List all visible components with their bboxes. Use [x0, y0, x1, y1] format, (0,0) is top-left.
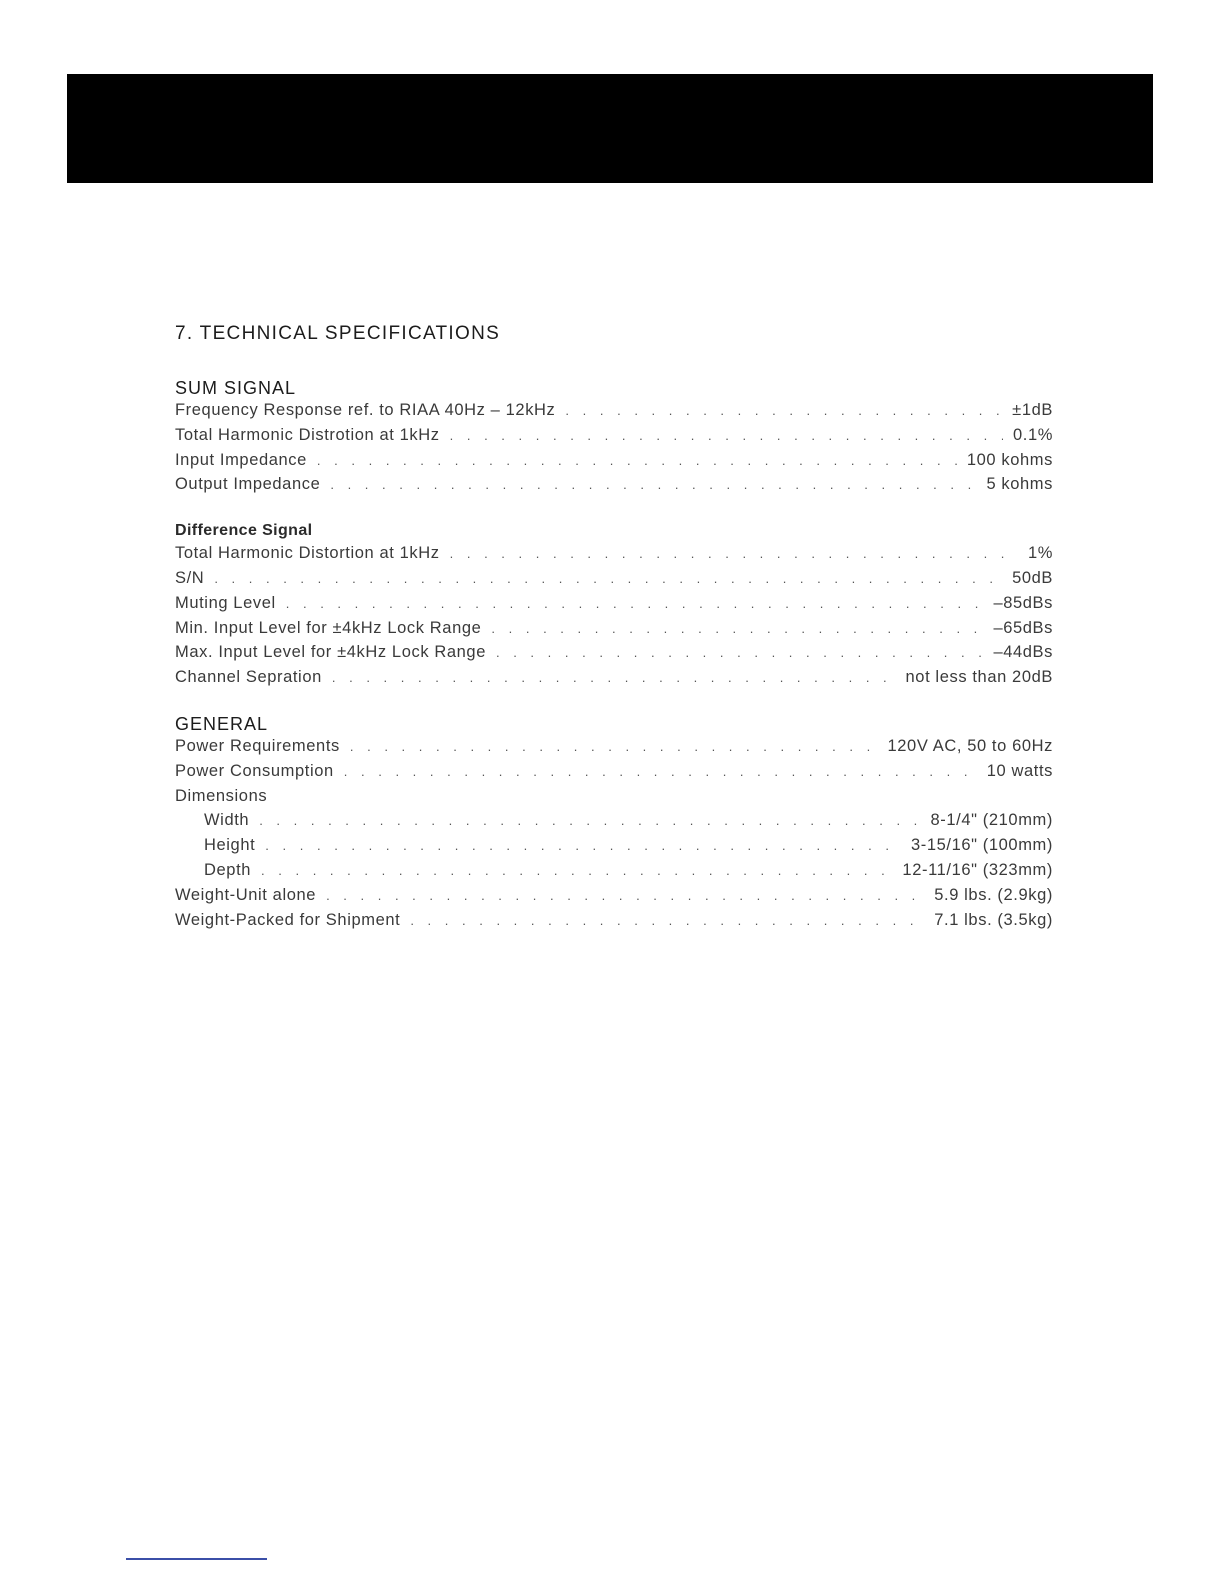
document-title: 7. TECHNICAL SPECIFICATIONS — [175, 323, 501, 344]
spec-row — [175, 911, 1053, 936]
dot-leader — [450, 428, 1003, 443]
dot-leader — [259, 813, 920, 828]
spec-label: Depth — [204, 860, 252, 879]
spec-label: Dimensions — [175, 786, 268, 805]
spec-row — [175, 401, 1053, 426]
spec-row — [175, 668, 1053, 693]
spec-label: Total Harmonic Distortion at 1kHz — [175, 544, 440, 563]
spec-label: Output Impedance — [175, 475, 321, 494]
section-general — [175, 711, 1053, 935]
spec-row — [175, 861, 1053, 886]
spec-label: Muting Level — [175, 593, 276, 612]
footer-rule — [126, 1558, 267, 1560]
dot-leader — [265, 838, 901, 853]
spec-label: Input Impedance — [175, 450, 307, 469]
spec-block — [175, 320, 1053, 953]
dot-leader — [491, 621, 983, 636]
spec-row — [175, 737, 1053, 762]
spec-label: Max. Input Level for ±4kHz Lock Range — [175, 643, 486, 662]
spec-row — [175, 886, 1053, 911]
spec-label: Weight-Packed for Shipment — [175, 910, 401, 929]
spec-label: Min. Input Level for ±4kHz Lock Range — [175, 618, 482, 637]
spec-value: 8-1/4" (210mm) — [930, 811, 1053, 830]
spec-value: 5 kohms — [986, 475, 1053, 494]
spec-row — [175, 594, 1053, 619]
header-band — [67, 74, 1153, 183]
spec-row — [175, 836, 1053, 861]
dot-leader — [317, 453, 957, 468]
spec-row — [175, 643, 1053, 668]
dot-leader — [350, 739, 878, 754]
spec-row — [175, 569, 1053, 594]
spec-label: Power Requirements — [175, 736, 340, 755]
spec-row — [175, 811, 1053, 836]
spec-label: Height — [204, 836, 256, 855]
section-sum-signal — [175, 375, 1053, 500]
spec-value: 10 watts — [986, 761, 1053, 780]
spec-row — [175, 619, 1053, 644]
dot-leader — [261, 863, 892, 878]
dot-leader — [326, 888, 924, 903]
spec-value: not less than 20dB — [905, 668, 1053, 687]
dot-leader — [565, 403, 1002, 418]
dot-leader — [450, 546, 1018, 561]
spec-label: Total Harmonic Distrotion at 1kHz — [175, 425, 440, 444]
spec-value: 12-11/16" (323mm) — [902, 860, 1053, 879]
dot-leader — [214, 571, 1002, 586]
spec-value: 7.1 lbs. (3.5kg) — [934, 910, 1053, 929]
spec-value: –44dBs — [993, 643, 1053, 662]
spec-value: ±1dB — [1012, 401, 1053, 419]
spec-label: Power Consumption — [175, 761, 334, 780]
spec-row-dimensions — [175, 787, 1053, 812]
section-difference-signal — [175, 518, 1053, 693]
dot-leader — [332, 670, 896, 685]
spec-value: –85dBs — [993, 593, 1053, 612]
spec-label: Channel Sepration — [175, 668, 322, 687]
dot-leader — [330, 477, 976, 492]
section-heading-difference-signal: Difference Signal — [175, 522, 313, 540]
spec-value: 100 kohms — [966, 450, 1053, 469]
spec-row — [175, 426, 1053, 451]
dot-leader — [410, 913, 924, 928]
section-heading-sum-signal: SUM SIGNAL — [175, 378, 297, 398]
spec-row — [175, 451, 1053, 476]
spec-label: S/N — [175, 568, 205, 587]
spec-label: Weight-Unit alone — [175, 885, 317, 904]
spec-row — [175, 762, 1053, 787]
spec-value: 0.1% — [1012, 425, 1053, 444]
spec-value: –65dBs — [993, 618, 1053, 637]
spec-label: Frequency Response ref. to RIAA 40Hz – 12kHz — [175, 401, 556, 419]
dot-leader — [344, 764, 977, 779]
spec-value: 50dB — [1012, 568, 1053, 587]
spec-value: 5.9 lbs. (2.9kg) — [934, 885, 1053, 904]
spec-label: Width — [204, 811, 250, 830]
spec-row — [175, 544, 1053, 569]
section-heading-general: GENERAL — [175, 713, 269, 734]
dot-leader — [496, 645, 983, 660]
spec-value: 120V AC, 50 to 60Hz — [887, 736, 1053, 755]
spec-value: 1% — [1027, 544, 1053, 563]
spec-row — [175, 475, 1053, 500]
spec-value: 3-15/16" (100mm) — [910, 836, 1053, 855]
dot-leader — [286, 596, 984, 611]
